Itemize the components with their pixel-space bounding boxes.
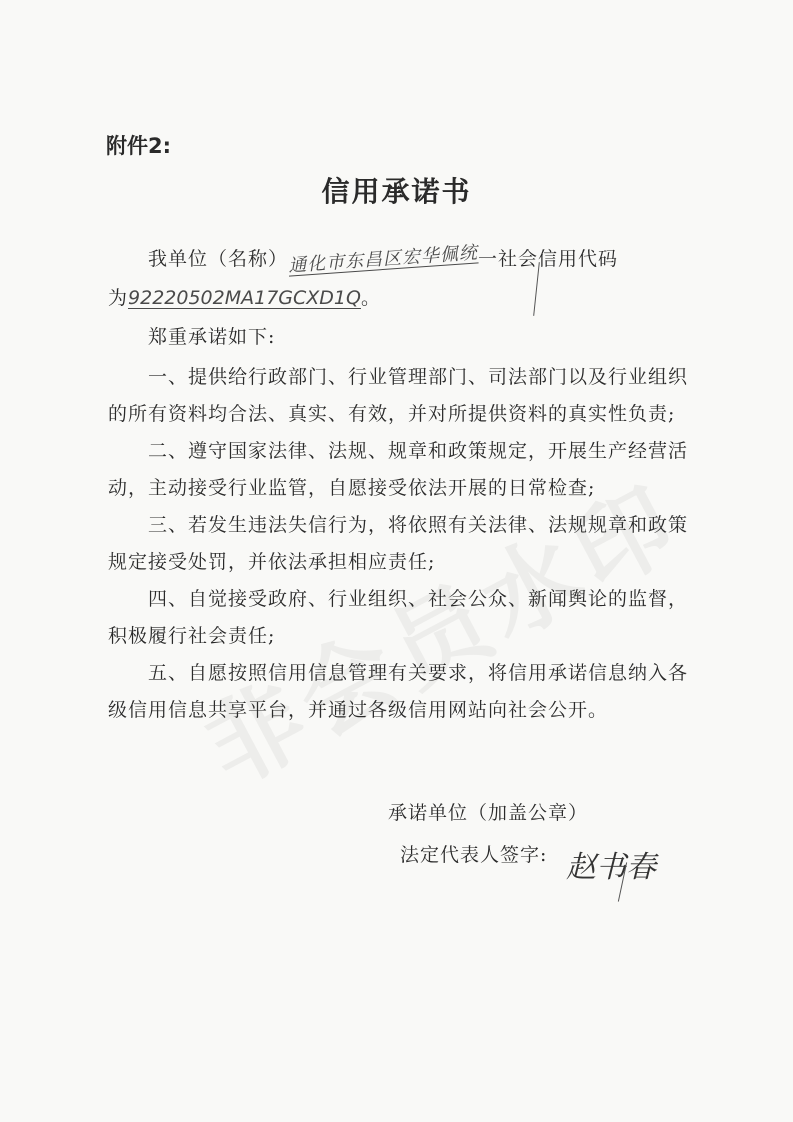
clause-1-line-1: 一、提供给行政部门、行业管理部门、司法部门以及行业组织 — [148, 366, 689, 388]
clause-5-line-1: 五、自愿按照信用信息管理有关要求，将信用承诺信息纳入各 — [148, 662, 689, 684]
handwritten-signature: 赵书春 — [566, 850, 656, 885]
intro-middle: 一社会信用代码 — [478, 248, 619, 270]
clause-4-line-2: 积极履行社会责任; — [108, 625, 276, 647]
clause-1-line-2: 的所有资料均合法、真实、有效，并对所提供资料的真实性负责; — [108, 403, 676, 425]
clause-3-line-1: 三、若发生违法失信行为，将依照有关法律、法规规章和政策 — [148, 514, 689, 536]
clause-5-line-2: 级信用信息共享平台，并通过各级信用网站向社会公开。 — [108, 699, 609, 721]
commit-lead: 郑重承诺如下: — [148, 326, 276, 348]
clause-2-line-2: 动，主动接受行业监管，自愿接受依法开展的日常检查; — [108, 477, 596, 499]
intro-prefix: 我单位（名称） — [148, 248, 289, 270]
intro-line-2 — [108, 283, 381, 310]
code-suffix: 。 — [360, 287, 381, 309]
unit-name-handwritten: 通化市东昌区宏华佩统 — [287, 242, 479, 277]
rep-signature-label: 法定代表人签字: — [400, 844, 548, 866]
credit-code-handwritten: 92220502MA17GCXD1Q — [128, 287, 361, 309]
intro-line-1 — [148, 242, 619, 277]
code-prefix: 为 — [108, 287, 129, 309]
clause-4-line-1: 四、自觉接受政府、行业组织、社会公众、新闻舆论的监督， — [148, 588, 689, 610]
page-title: 信用承诺书 — [321, 175, 472, 208]
clause-3-line-2: 规定接受处罚，并依法承担相应责任; — [108, 551, 436, 573]
attachment-label: 附件2: — [106, 134, 172, 158]
clause-2-line-1: 二、遵守国家法律、法规、规章和政策规定，开展生产经营活 — [148, 440, 689, 462]
unit-stamp-label: 承诺单位（加盖公章） — [388, 802, 589, 824]
